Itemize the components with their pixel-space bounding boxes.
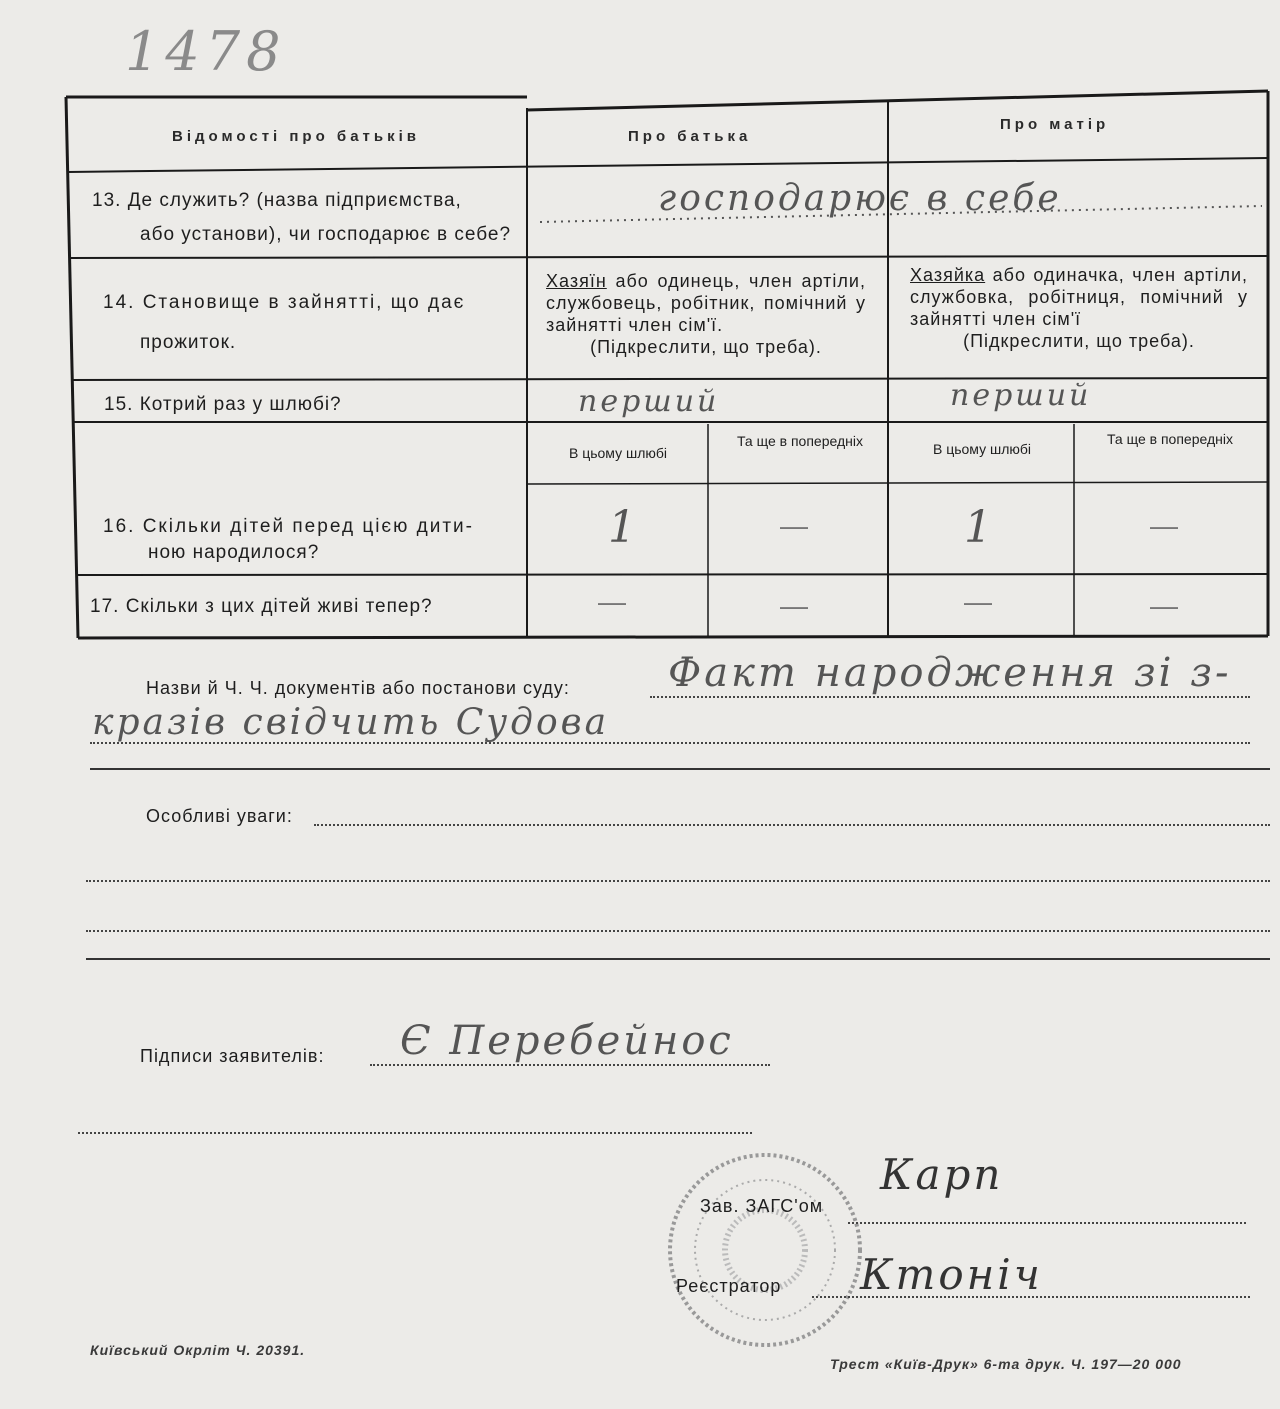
q14-mother-selected: Хазяйка	[910, 265, 986, 285]
signatures-line-2	[78, 1132, 752, 1134]
official-stamp	[640, 1140, 880, 1380]
header-father: Про батька	[628, 128, 752, 145]
sub-father-previous: Та ще в попередніх	[737, 433, 863, 449]
q16-line2: ною народилося?	[148, 542, 320, 563]
q14-father-text: або одинець, член артіли, службовець, робітник, помічний у зайнятті член сім'ї.	[546, 271, 866, 335]
q16-father-this: 1	[608, 502, 639, 553]
q13-line1: 13. Де служить? (назва підприємства,	[92, 190, 462, 211]
q17-father-prev: —	[780, 590, 808, 621]
q14-father-note: (Підкреслити, що треба).	[590, 337, 822, 357]
documents-value-line2: кразів свідчить Судова	[92, 702, 610, 743]
documents-line-1	[650, 696, 1250, 698]
documents-line-3	[90, 768, 1270, 770]
documents-label: Назви й Ч. Ч. документів або постанови суду:	[146, 678, 570, 698]
q13-line2: або установи), чи господарює в себе?	[140, 224, 512, 245]
remarks-line-2	[86, 880, 1270, 882]
q14-father-selected: Хазяїн	[546, 271, 607, 291]
q14-father-options	[546, 270, 866, 358]
q14-line1: 14. Становище в зайнятті, що дає	[103, 292, 466, 313]
q15-question: 15. Котрий раз у шлюбі?	[104, 394, 342, 415]
q15-father-answer: перший	[578, 384, 720, 419]
q17-mother-prev: —	[1150, 590, 1178, 621]
remarks-line-1	[314, 824, 1270, 826]
header-section: Відомості про батьків	[172, 128, 420, 145]
q15-mother-answer: перший	[950, 378, 1092, 413]
sub-father-this: В цьому шлюбі	[568, 445, 668, 461]
footer-right: Трест «Київ-Друк» 6-та друк. Ч. 197—20 000	[830, 1356, 1182, 1372]
pencil-archive-number: 1478	[125, 20, 287, 83]
sub-mother-previous: Та ще в попередніх	[1107, 431, 1233, 447]
q16-father-prev: —	[780, 510, 808, 541]
q13-answer: господарює в себе	[658, 178, 1062, 219]
footer-left: Київський Окрліт Ч. 20391.	[90, 1342, 306, 1358]
header-mother: Про матір	[1000, 116, 1110, 133]
documents-value-line1: Факт народження зі з-	[668, 650, 1232, 696]
signatures-value: Є Перебейнос	[400, 1018, 734, 1064]
q17-question: 17. Скільки з цих дітей живі тепер?	[90, 596, 433, 617]
sub-mother-this: В цьому шлюбі	[932, 441, 1032, 457]
remarks-line-3	[86, 930, 1270, 932]
q14-mother-text: або одиначка, член артіли, службовка, робітниця, помічний у зайнятті член сім'ї	[910, 265, 1248, 329]
remarks-label: Особливі уваги:	[146, 806, 293, 826]
registrar-label: Реєстратор	[676, 1276, 782, 1296]
q14-line2: прожиток.	[140, 332, 237, 353]
q17-mother-this: —	[964, 586, 992, 617]
signatures-line-1	[370, 1064, 770, 1066]
signatures-label: Підписи заявителів:	[140, 1046, 325, 1066]
head-registry-label: Зав. ЗАГС'ом	[700, 1196, 824, 1216]
q16-mother-prev: —	[1150, 510, 1178, 541]
head-registry-line	[848, 1222, 1246, 1224]
head-registry-signature: Карп	[880, 1150, 1004, 1199]
q16-line1: 16. Скільки дітей перед цією дити-	[103, 516, 474, 537]
q16-mother-this: 1	[964, 502, 995, 553]
registrar-signature: Ктоніч	[860, 1250, 1043, 1299]
q17-father-this: —	[598, 586, 626, 617]
q14-mother-options	[910, 264, 1248, 352]
q14-mother-note: (Підкреслити, що треба).	[963, 331, 1195, 351]
remarks-line-4	[86, 958, 1270, 960]
